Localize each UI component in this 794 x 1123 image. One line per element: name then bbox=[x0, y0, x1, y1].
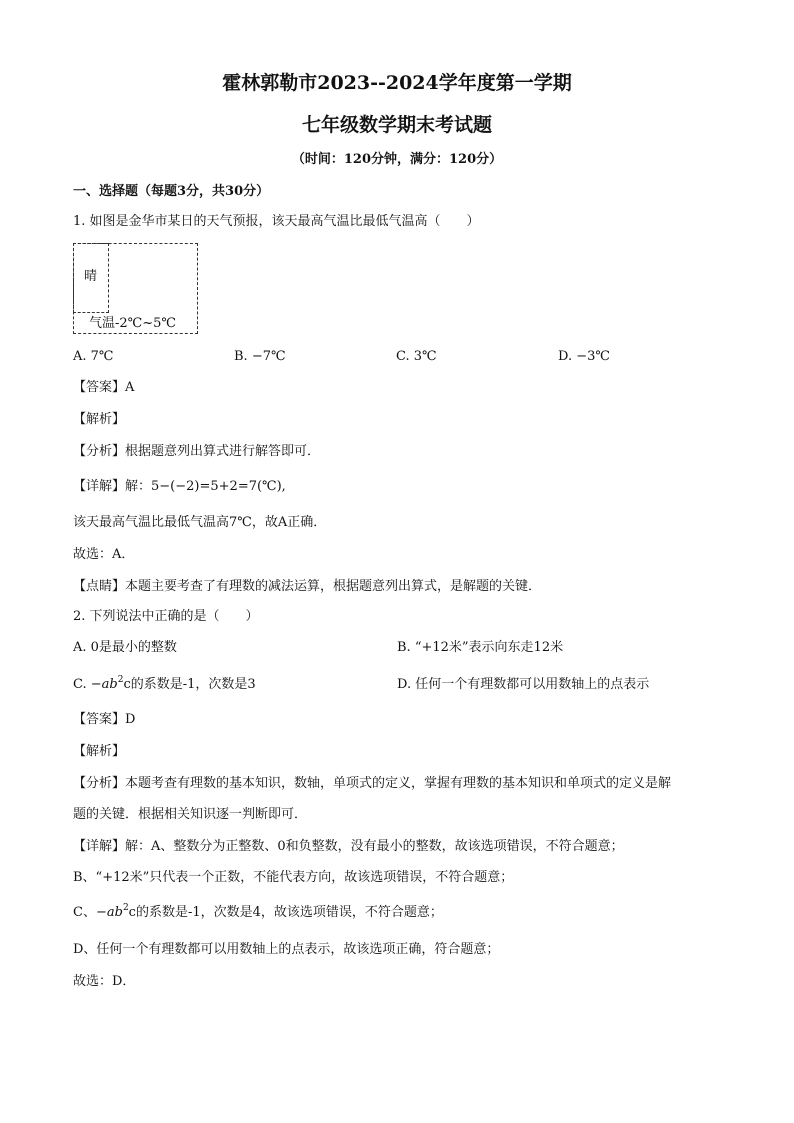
section-heading: 一、选择题（每题3分，共30分） bbox=[73, 184, 270, 199]
q1-detail-prefix: 【详解】解： bbox=[73, 479, 152, 494]
weather-sunny-label: 晴 bbox=[84, 269, 98, 284]
q2-analysis-title: 【解析】 bbox=[73, 744, 126, 759]
q2-option-c-prefix: C. bbox=[73, 677, 91, 692]
q1-analysis-title: 【解析】 bbox=[73, 412, 126, 427]
time-info: （时间：120分钟，满分：120分） bbox=[291, 152, 503, 167]
q2-stem: 2. 下列说法中正确的是（ ） bbox=[73, 609, 259, 624]
monomial-expression: $-ab^2c$ bbox=[90, 674, 131, 692]
q1-comment: 【点睛】本题主要考查了有理数的减法运算，根据题意列出算式，是解题的关键． bbox=[73, 579, 542, 594]
q2-fenxi-line2: 题的关键．根据相关知识逐一判断即可． bbox=[73, 807, 308, 822]
q2-detail-c-prefix: C、 bbox=[73, 905, 96, 920]
q1-option-d: D. −3℃ bbox=[558, 349, 610, 364]
q1-option-a: A. 7℃ bbox=[73, 349, 114, 364]
q2-conclusion: 故选：D． bbox=[73, 974, 136, 989]
q1-option-c: C. 3℃ bbox=[396, 349, 437, 364]
q2-detail-d: D、任何一个有理数都可以用数轴上的点表示，故该选项正确，符合题意； bbox=[73, 942, 500, 957]
q1-stem: 1. 如图是金华市某日的天气预报，该天最高气温比最低气温高（ ） bbox=[73, 214, 480, 229]
q1-detail bbox=[73, 479, 286, 495]
monomial-expression: $-ab^2c$ bbox=[95, 902, 136, 920]
q2-answer: 【答案】D bbox=[73, 712, 136, 727]
q2-option-d: D. 任何一个有理数都可以用数轴上的点表示 bbox=[397, 677, 650, 692]
q1-detail-formula: 5−(−2)=5+2=7(℃), bbox=[151, 479, 286, 494]
q1-detail-line2: 该天最高气温比最低气温高7℃，故A正确． bbox=[73, 515, 327, 530]
q1-conclusion: 故选：A． bbox=[73, 547, 135, 562]
q2-detail-b: B、“+12米”只代表一个正数，不能代表方向，故该选项错误，不符合题意； bbox=[73, 870, 514, 885]
temperature-range-label: 气温-2℃~5℃ bbox=[89, 316, 176, 331]
q1-option-b: B. −7℃ bbox=[234, 349, 286, 364]
q2-option-c bbox=[73, 674, 256, 693]
q2-detail-c bbox=[73, 902, 443, 921]
q1-fenxi: 【分析】根据题意列出算式进行解答即可． bbox=[73, 444, 321, 459]
q2-detail-a: 【详解】解：A、整数分为正整数、0和负整数，没有最小的整数，故该选项错误，不符合题意； bbox=[73, 839, 624, 854]
q2-detail-c-suffix: 的系数是-1，次数是4，故该选项错误，不符合题意； bbox=[135, 905, 443, 920]
q2-fenxi-line1: 【分析】本题考查有理数的基本知识，数轴，单项式的定义，掌握有理数的基本知识和单项式的定义是解 bbox=[73, 776, 672, 791]
exam-title: 霍林郭勒市2023--2024学年度第一学期 bbox=[222, 72, 572, 94]
q2-option-a: A. 0是最小的整数 bbox=[73, 640, 177, 655]
q2-option-b: B. “+12米”表示向东走12米 bbox=[397, 640, 564, 655]
q2-option-c-suffix: 的系数是-1，次数是3 bbox=[130, 677, 256, 692]
q1-answer: 【答案】A bbox=[73, 380, 135, 395]
exam-subtitle: 七年级数学期末考试题 bbox=[301, 114, 492, 136]
